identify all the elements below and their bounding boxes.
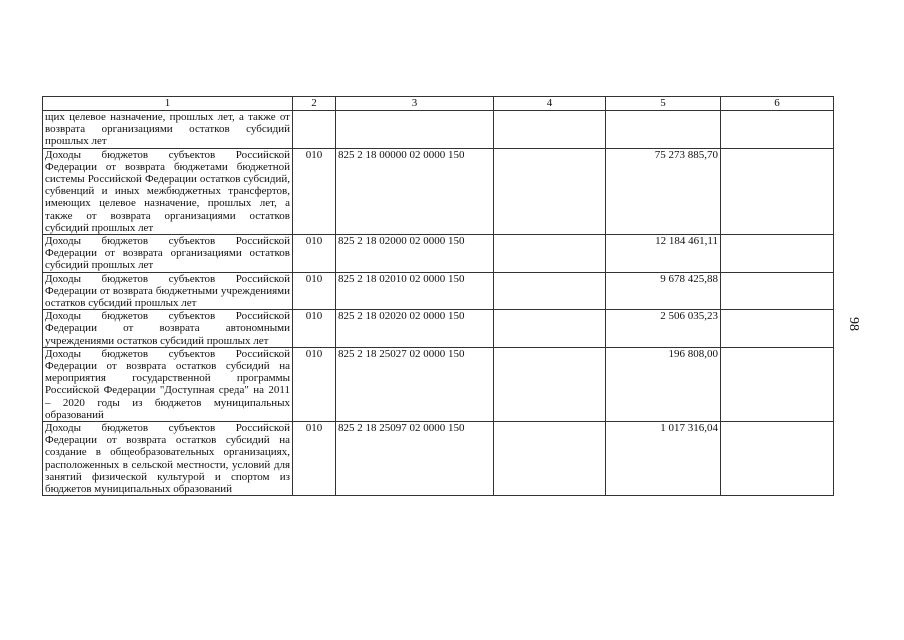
col6-cell — [721, 235, 834, 273]
row-description: Доходы бюджетов субъектов Российской Федерации от возврата организациями остатков субсидий прошлых лет — [43, 235, 293, 273]
budget-table — [42, 96, 834, 496]
header-cell-6: 6 — [721, 97, 834, 111]
page-number: 98 — [846, 317, 861, 331]
header-cell-1: 1 — [43, 97, 293, 111]
row-code: 010 — [293, 347, 336, 421]
row-code: 010 — [293, 148, 336, 234]
kbk-code: 825 2 18 02020 02 0000 150 — [336, 310, 494, 348]
header-cell-2: 2 — [293, 97, 336, 111]
col4-cell — [494, 347, 606, 421]
col4-cell — [494, 148, 606, 234]
col4-cell — [494, 310, 606, 348]
amount-cell — [606, 111, 721, 149]
row-code: 010 — [293, 310, 336, 348]
header-cell-4: 4 — [494, 97, 606, 111]
row-description: Доходы бюджетов субъектов Российской Федерации от возврата остатков субсидий на мероприятия государственной программы Российской Федерации "Доступная среда" на 2011 – 2020 годы из бюджетов муниципальных образований — [43, 347, 293, 421]
kbk-code: 825 2 18 02000 02 0000 150 — [336, 235, 494, 273]
row-code: 010 — [293, 422, 336, 496]
table-row — [43, 235, 834, 273]
kbk-code: 825 2 18 25097 02 0000 150 — [336, 422, 494, 496]
table-row — [43, 422, 834, 496]
row-description: Доходы бюджетов субъектов Российской Федерации от возврата бюджетными учреждениями остатков субсидий прошлых лет — [43, 272, 293, 310]
kbk-code — [336, 111, 494, 149]
col6-cell — [721, 148, 834, 234]
kbk-code: 825 2 18 02010 02 0000 150 — [336, 272, 494, 310]
kbk-code: 825 2 18 25027 02 0000 150 — [336, 347, 494, 421]
row-description: Доходы бюджетов субъектов Российской Федерации от возврата бюджетами бюджетной системы Российской Федерации остатков субсидий, субвенций и иных межбюджетных трансфертов, имеющих целевое назначение, прошлых лет, а также от возврата организациями остатков субсидий прошлых лет — [43, 148, 293, 234]
table-row — [43, 111, 834, 149]
col4-cell — [494, 235, 606, 273]
table-row — [43, 347, 834, 421]
amount-cell: 1 017 316,04 — [606, 422, 721, 496]
row-code: 010 — [293, 272, 336, 310]
amount-cell: 75 273 885,70 — [606, 148, 721, 234]
col6-cell — [721, 111, 834, 149]
col6-cell — [721, 347, 834, 421]
row-description: Доходы бюджетов субъектов Российской Федерации от возврата остатков субсидий на создание в общеобразовательных организациях, расположенных в сельской местности, условий для занятий физической культурой и спортом из бюджетов муниципальных образований — [43, 422, 293, 496]
table-row — [43, 272, 834, 310]
row-code: 010 — [293, 235, 336, 273]
kbk-code: 825 2 18 00000 02 0000 150 — [336, 148, 494, 234]
col4-cell — [494, 422, 606, 496]
row-code — [293, 111, 336, 149]
col4-cell — [494, 272, 606, 310]
table-row — [43, 310, 834, 348]
amount-cell: 196 808,00 — [606, 347, 721, 421]
header-row — [43, 97, 834, 111]
col6-cell — [721, 310, 834, 348]
table-row — [43, 148, 834, 234]
header-cell-5: 5 — [606, 97, 721, 111]
amount-cell: 12 184 461,11 — [606, 235, 721, 273]
row-description: щих целевое назначение, прошлых лет, а также от возврата организациями остатков субсидий прошлых лет — [43, 111, 293, 149]
amount-cell: 9 678 425,88 — [606, 272, 721, 310]
amount-cell: 2 506 035,23 — [606, 310, 721, 348]
row-description: Доходы бюджетов субъектов Российской Федерации от возврата автономными учреждениями остатков субсидий прошлых лет — [43, 310, 293, 348]
col6-cell — [721, 422, 834, 496]
header-cell-3: 3 — [336, 97, 494, 111]
col6-cell — [721, 272, 834, 310]
col4-cell — [494, 111, 606, 149]
